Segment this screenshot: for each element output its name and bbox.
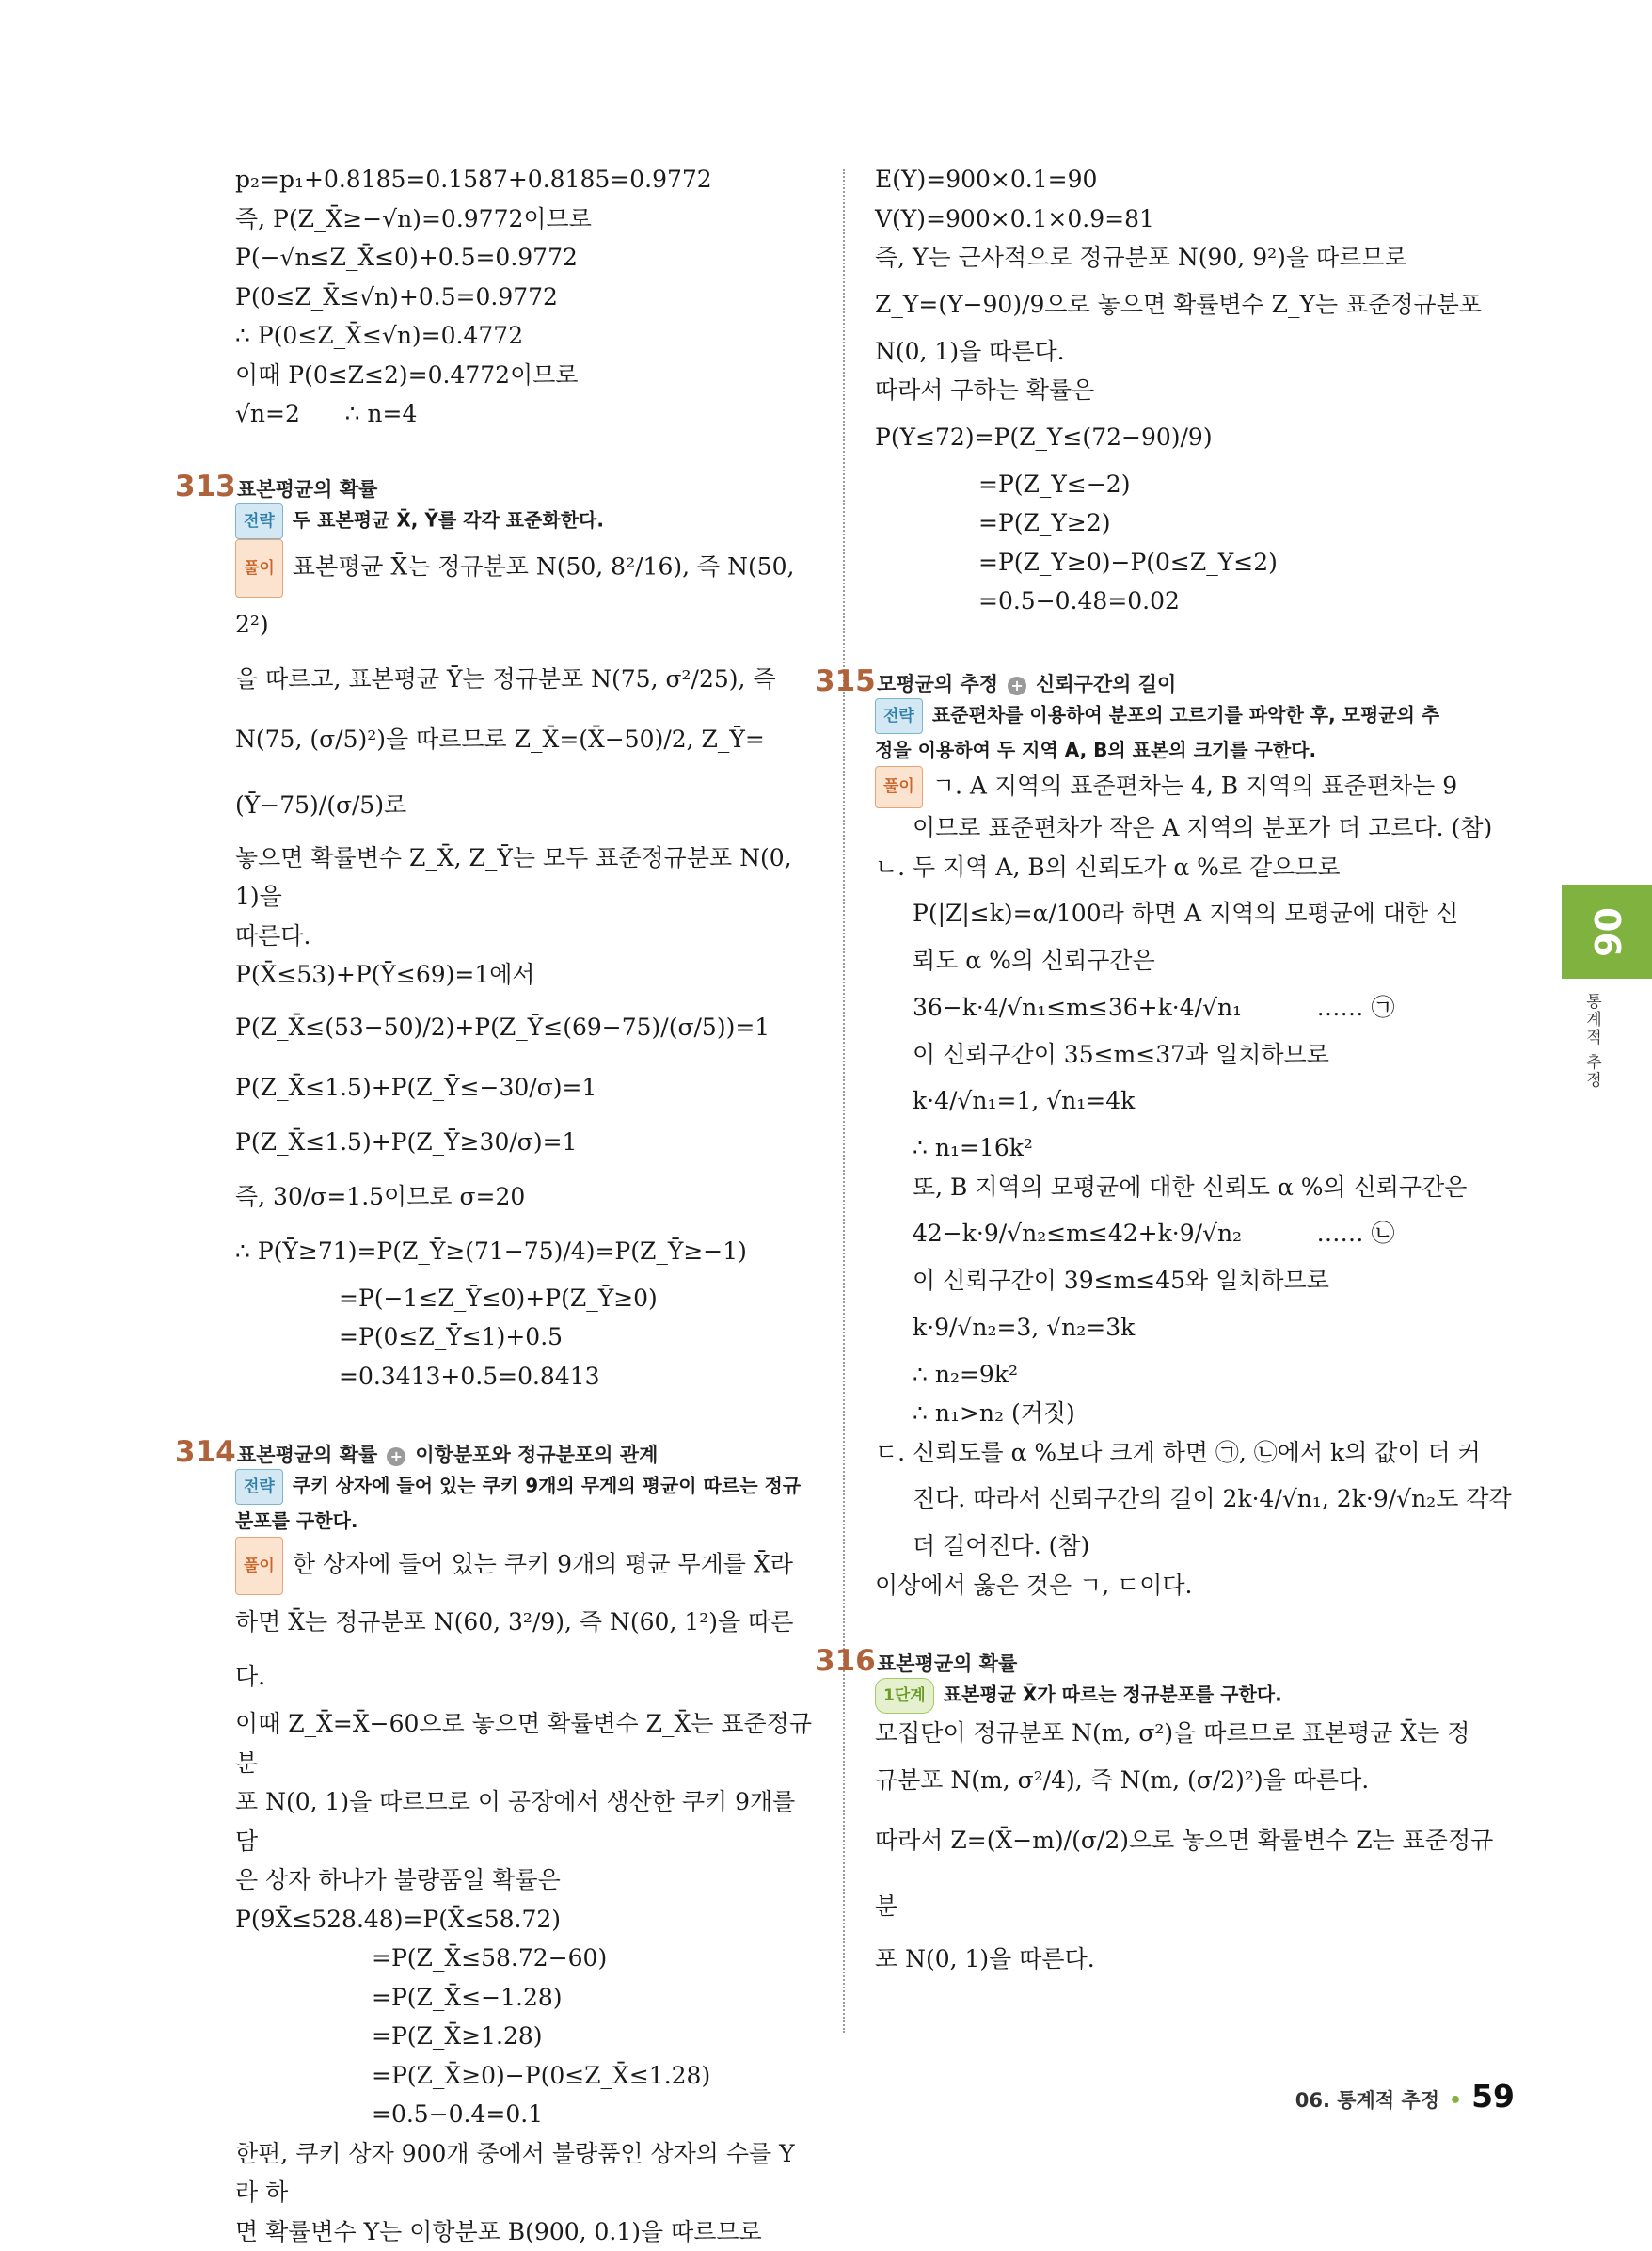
problem-header [175,1435,814,1469]
text-line: 은 상자 하나가 불량품일 확률은 [235,1860,814,1900]
text-line: =P(Z_Y≥2) [875,503,1515,543]
text-line: 면 확률변수 Y는 이항분포 B(900, 0.1)을 따르므로 [235,2212,814,2251]
text-line: =P(0≤Z_Ȳ≤1)+0.5 [235,1317,814,1357]
plus-icon: + [387,1447,405,1466]
strategy-text-cont: 분포를 구한다. [235,1505,814,1537]
text-line: ∴ P(0≤Z_X̄≤√n)=0.4772 [235,316,814,356]
strategy-badge: 전략 [875,698,923,734]
left-column [235,160,814,2251]
text-line: 한편, 쿠키 상자 900개 중에서 불량품인 상자의 수를 Y라 하 [235,2134,814,2212]
text-line: P(Y≤72)=P(Z_Y≤(72−90)/9) [875,410,1515,465]
text-line [235,539,814,652]
text-line: =0.5−0.4=0.1 [235,2095,814,2134]
text-line: =P(Z_Y≥0)−P(0≤Z_Y≤2) [875,543,1515,583]
text-line: P(Z_X̄≤1.5)+P(Z_Ȳ≤−30/σ)=1 [235,1061,814,1115]
text-line: √n=2 ∴ n=4 [235,394,814,434]
problem-subtitle: 이항분포와 정규분포의 관계 [415,1440,658,1468]
continued-solution-314 [875,160,1515,621]
text-line: P(0≤Z_X̄≤√n)+0.5=0.9772 [235,278,814,317]
text-line: E(Y)=900×0.1=90 [875,160,1515,200]
text-line: ∴ n₁>n₂ (거짓) [875,1394,1515,1433]
text-line: =0.5−0.48=0.02 [875,582,1515,621]
plus-icon: + [1008,677,1026,695]
text-line: k·4/√n₁=1, √n₁=4k [875,1074,1515,1128]
problem-number: 314 [175,1435,228,1469]
problem-header [815,664,1515,698]
text-line: =P(−1≤Z_Ȳ≤0)+P(Z_Ȳ≥0) [235,1279,814,1318]
text-line: 이때 Z_X̄=X̄−60으로 놓으면 확률변수 Z_X̄는 표준정규분 [235,1704,814,1782]
text-line: 이때 P(0≤Z≤2)=0.4772이므로 [235,356,814,395]
text-line: P(9X̄≤528.48)=P(X̄≤58.72) [235,1900,814,1940]
problem-title: 표본평균의 확률 [237,1440,377,1468]
text-line [235,1537,814,1595]
text-line: 진다. 따라서 신뢰구간의 길이 2k·4/√n₁, 2k·9/√n₂도 각각 [875,1472,1515,1526]
text-line: 놓으면 확률변수 Z_X̄, Z_Ȳ는 모두 표준정규분포 N(0, 1)을 [235,838,814,917]
solution-badge: 풀이 [235,1537,283,1595]
text-line: p₂=p₁+0.8185=0.1587+0.8185=0.9772 [235,160,814,200]
strategy-text: 쿠키 상자에 들어 있는 쿠키 9개의 무게의 평균이 따르는 정규 [293,1475,801,1497]
strategy-badge: 전략 [235,1469,283,1505]
strategy-text-cont: 정을 이용하여 두 지역 A, B의 표본의 크기를 구한다. [875,734,1515,766]
text-line: 포 N(0, 1)을 따른다. [875,1940,1515,1979]
text-line: N(75, (σ/5)²)을 따르므로 Z_X̄=(X̄−50)/2, Z_Ȳ=(Ȳ−75)/(σ/5)로 [235,707,814,838]
text-line: =0.3413+0.5=0.8413 [235,1357,814,1397]
text-line: ∴ P(Ȳ≥71)=P(Z_Ȳ≥(71−75)/4)=P(Z_Ȳ≥−1) [235,1224,814,1279]
text-line: 규분포 N(m, σ²/4), 즉 N(m, (σ/2)²)을 따른다. [875,1753,1515,1808]
chapter-tab [1562,885,1652,979]
strategy-row [235,1469,814,1505]
problem-314 [235,1435,814,2251]
text-line: =P(Z_X̄≥1.28) [235,2017,814,2056]
text-line: 42−k·9/√n₂≤m≤42+k·9/√n₂ …… ㉡ [875,1206,1515,1261]
chapter-tab-text: 통계적 추정 [1581,993,1604,1089]
problem-316 [875,1644,1515,1978]
text-line: 즉, Y는 근사적으로 정규분포 N(90, 9²)을 따르므로 [875,238,1515,278]
text-line: P(−√n≤Z_X̄≤0)+0.5=0.9772 [235,238,814,278]
text-line: 36−k·4/√n₁≤m≤36+k·4/√n₁ …… ㉠ [875,981,1515,1035]
solution-badge: 풀이 [875,766,923,809]
text-line: 이 신뢰구간이 35≤m≤37과 일치하므로 [875,1035,1515,1075]
text-line: 모집단이 정규분포 N(m, σ²)을 따르므로 표본평균 X̄는 정 [875,1714,1515,1753]
text-line: 을 따르고, 표본평균 Ȳ는 정규분포 N(75, σ²/25), 즉 [235,652,814,707]
problem-title: 표본평균의 확률 [877,1649,1017,1677]
text-line: V(Y)=900×0.1×0.9=81 [875,200,1515,239]
carryover-solution [235,160,814,434]
text-line: k·9/√n₂=3, √n₂=3k [875,1301,1515,1355]
text-line: 따른다. [235,917,814,956]
text-line: P(Z_X̄≤(53−50)/2)+P(Z_Ȳ≤(69−75)/(σ/5))=1 [235,995,814,1061]
solution-text: 표본평균 X̄는 정규분포 N(50, 8²/16), 즉 N(50, 2²) [235,552,802,638]
step-badge: 1단계 [875,1678,934,1714]
strategy-text: 두 표본평균 X̄, Ȳ를 각각 표준화한다. [293,508,604,531]
text-line: 이므로 표준편차가 작은 A 지역의 분포가 더 고르다. (참) [875,808,1515,848]
problem-header [815,1644,1515,1678]
footer-dot-icon: • [1449,2089,1462,2113]
text-line: 이 신뢰구간이 39≤m≤45와 일치하므로 [875,1261,1515,1301]
problem-number: 316 [815,1644,867,1678]
text-line: ∴ n₂=9k² [875,1355,1515,1395]
solution-badge: 풀이 [235,539,283,598]
text-line [875,766,1515,809]
page-footer [1295,2078,1515,2115]
step-text: 표본평균 X̄가 따르는 정규분포를 구한다. [944,1684,1282,1706]
text-line: 즉, P(Z_X̄≥−√n)=0.9772이므로 [235,200,814,239]
problem-number: 315 [815,664,867,698]
problem-number: 313 [175,470,228,503]
problem-subtitle: 신뢰구간의 길이 [1036,669,1176,697]
problem-header [175,470,814,503]
text-line: 더 길어진다. (참) [875,1526,1515,1566]
text-line: P(Z_X̄≤1.5)+P(Z_Ȳ≥30/σ)=1 [235,1115,814,1170]
step-row [875,1678,1515,1714]
text-line: =P(Z_X̄≤58.72−60) [235,1939,814,1978]
right-column [875,160,1515,1978]
text-line: 뢰도 α %의 신뢰구간은 [875,941,1515,981]
text-line: P(X̄≤53)+P(Ȳ≤69)=1에서 [235,955,814,995]
text-line: 하면 X̄는 정규분포 N(60, 3²/9), 즉 N(60, 1²)을 따른다. [235,1595,814,1704]
footer-chapter: 06. 통계적 추정 [1295,2085,1439,2114]
solution-text: 한 상자에 들어 있는 쿠키 9개의 평균 무게를 X̄라 [293,1551,793,1578]
text-line: 즉, 30/σ=1.5이므로 σ=20 [235,1170,814,1224]
text-line: 포 N(0, 1)을 따르므로 이 공장에서 생산한 쿠키 9개를 담 [235,1782,814,1860]
chapter-tab-label: 06 [1586,907,1628,957]
text-line: 이상에서 옳은 것은 ㄱ, ㄷ이다. [875,1566,1515,1605]
strategy-badge: 전략 [235,503,283,539]
problem-313 [235,470,814,1397]
strategy-text: 표준편차를 이용하여 분포의 고르기를 파악한 후, 모평균의 추 [932,703,1439,726]
text-line: ㄷ. 신뢰도를 α %보다 크게 하면 ㉠, ㉡에서 k의 값이 더 커 [875,1433,1515,1473]
text-line: 또, B 지역의 모평균에 대한 신뢰도 α %의 신뢰구간은 [875,1168,1515,1207]
text-line: Z_Y=(Y−90)/9으로 놓으면 확률변수 Z_Y는 표준정규분포 [875,278,1515,332]
problem-title: 모평균의 추정 [877,669,998,697]
text-line: 따라서 구하는 확률은 [875,371,1515,410]
solution-text: ㄱ. A 지역의 표준편차는 4, B 지역의 표준편차는 9 [932,772,1457,799]
text-line: ㄴ. 두 지역 A, B의 신뢰도가 α %로 같으므로 [875,848,1515,887]
text-line: N(0, 1)을 따른다. [875,332,1515,372]
column-divider [843,169,845,2033]
text-line: P(|Z|≤k)=α/100라 하면 A 지역의 모평균에 대한 신 [875,886,1515,941]
problem-title: 표본평균의 확률 [237,474,377,503]
problem-315 [875,664,1515,1605]
text-line: =P(Z_X̄≥0)−P(0≤Z_X̄≤1.28) [235,2056,814,2096]
page-number: 59 [1471,2078,1515,2115]
text-line: =P(Z_X̄≤−1.28) [235,1978,814,2018]
text-line: ∴ n₁=16k² [875,1128,1515,1168]
text-line: =P(Z_Y≤−2) [875,465,1515,504]
text-line: 따라서 Z=(X̄−m)/(σ/2)으로 놓으면 확률변수 Z는 표준정규분 [875,1808,1515,1940]
strategy-row [875,698,1515,734]
strategy-row [235,503,814,539]
